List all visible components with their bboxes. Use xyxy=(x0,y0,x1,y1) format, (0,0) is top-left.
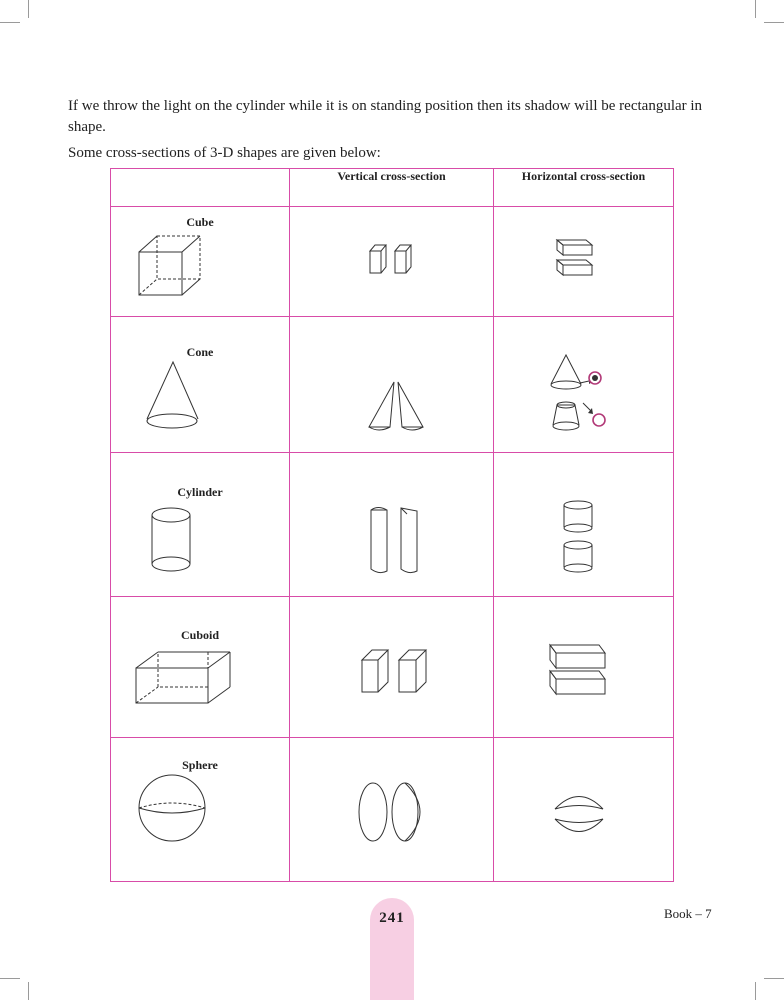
page-number: 241 xyxy=(379,910,405,926)
cuboid-figure xyxy=(111,597,290,737)
vertical-cell-cylinder xyxy=(290,453,494,597)
cylinder-figure xyxy=(111,453,290,596)
cylinder-vertical-section xyxy=(290,453,494,596)
table-row xyxy=(111,453,674,597)
shape-name: Cuboid xyxy=(180,628,220,642)
paragraph-light-shadow: If we throw the light on the cylinder while it is on standing position then its shadow will be rectangular in shape. xyxy=(68,98,703,135)
sphere-horizontal-section xyxy=(494,738,674,881)
shape-name: Cube xyxy=(186,215,214,229)
shape-cell-cuboid xyxy=(111,597,290,738)
horizontal-cell-cuboid xyxy=(494,597,674,738)
cuboid-horizontal-section xyxy=(494,597,674,737)
shape-name: Sphere xyxy=(182,758,218,772)
shape-name: Cone xyxy=(186,345,214,359)
sphere-figure xyxy=(111,738,290,881)
horizontal-cell-cylinder xyxy=(494,453,674,597)
shape-cell-cylinder xyxy=(111,453,290,597)
table-header-row xyxy=(111,169,674,207)
horizontal-cell-sphere xyxy=(494,738,674,882)
book-label: Book – 7 xyxy=(664,906,712,921)
cone-horizontal-section xyxy=(494,317,674,452)
cube-vertical-section xyxy=(290,207,494,316)
shape-cell-cube xyxy=(111,207,290,317)
cone-vertical-section xyxy=(290,317,494,452)
shape-cell-cone xyxy=(111,317,290,453)
header-cell-shape xyxy=(111,169,290,207)
table-row xyxy=(111,317,674,453)
cube-figure xyxy=(111,207,290,316)
cross-section-table xyxy=(110,168,674,882)
vertical-cell-cube xyxy=(290,207,494,317)
cone-figure xyxy=(111,317,290,452)
vertical-cell-cuboid xyxy=(290,597,494,738)
cylinder-horizontal-section xyxy=(494,453,674,596)
table-row xyxy=(111,207,674,317)
header-cell-horizontal: Horizontal cross-section xyxy=(494,169,674,207)
vertical-cell-sphere xyxy=(290,738,494,882)
table-row xyxy=(111,738,674,882)
horizontal-cell-cube xyxy=(494,207,674,317)
shape-cell-sphere xyxy=(111,738,290,882)
header-cell-vertical: Vertical cross-section xyxy=(290,169,494,207)
vertical-cell-cone xyxy=(290,317,494,453)
shape-name: Cylinder xyxy=(177,485,223,499)
table-row xyxy=(111,597,674,738)
cube-horizontal-section xyxy=(494,207,674,316)
cuboid-vertical-section xyxy=(290,597,494,737)
sphere-vertical-section xyxy=(290,738,494,881)
paragraph-intro: Some cross-sections of 3-D shapes are given below: xyxy=(68,145,381,161)
horizontal-cell-cone xyxy=(494,317,674,453)
